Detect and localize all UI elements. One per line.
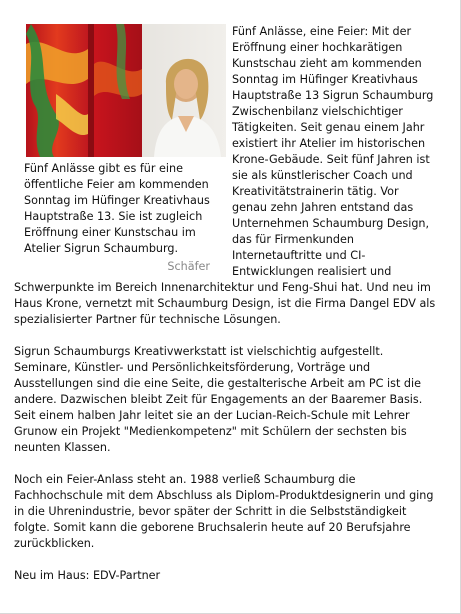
figure-caption: Fünf Anlässe gibt es für eine öffentliche Feier am kommenden Sonntag im Hüfinger Kreativhaus Hauptstraße 13. Sie ist zugleich Eröffnung einer Kunstschau im Atelier Sigrun Schaumburg. <box>24 162 210 255</box>
article-figure <box>12 24 224 275</box>
article-paragraph-2: Sigrun Schaumburgs Kreativwerkstatt ist vielschichtig aufgestellt. Seminare, Künstler- und Persönlichkeitsförderung, Vorträge und Ausstellungen sind die eine Seite, die gestalterische Arbeit am PC ist die andere. Dazwischen bleibt Zeit für Engagements an der Baaremer Basis. Seit einem halben Jahr leitet sie an der Lucian-Reich-Schule mit Lehrer Grunow ein Projekt "Medienkompetenz" mit Schülern der sechsten bis neunten Klassen. <box>14 345 423 454</box>
article-body <box>12 24 436 600</box>
artist-portrait-image <box>26 24 226 157</box>
article-photo <box>26 24 226 157</box>
photo-credit: Schäfer <box>167 260 210 273</box>
article-paragraph-3: Noch ein Feier-Anlass steht an. 1988 verließ Schaumburg die Fachhochschule mit dem Abschluss als Diplom-Produktdesignerin und ging in die Uhrenindustrie, bevor später der Schritt in die Selbstständigkeit folgte. Somit kann die geborene Bruchsalerin heute auf 20 Berufsjahre zurückblicken. <box>14 473 434 550</box>
article-paragraph-4: Neu im Haus: EDV-Partner <box>14 569 161 582</box>
article-paragraph-1: Fünf Anlässe, eine Feier: Mit der Eröffnung einer hochkarätigen Kunstschau zieht am kommenden Sonntag im Hüfinger Kreativhaus Hauptstraße 13 Sigrun Schaumburg Zwischenbilanz vielschichtiger Tätigkeiten. Seit genau einem Jahr existiert ihr Atelier im historischen Krone-Gebäude. Seit fünf Jahren ist sie als künstlerischer Coach und Kreativitätstrainerin tätig. Vor genau zehn Jahren entstand das Unternehmen Schaumburg Design, das für Firmenkunden Internetauftritte und CI-Entwicklungen realisiert und Schwerpunkte im Bereich Innenarchitektur und Feng-Shui hat. Und neu im Haus Krone, vernetzt mit Schaumburg Design, ist die Firma Dangel EDV als spezialisierter Partner für technische Lösungen. <box>14 25 436 326</box>
